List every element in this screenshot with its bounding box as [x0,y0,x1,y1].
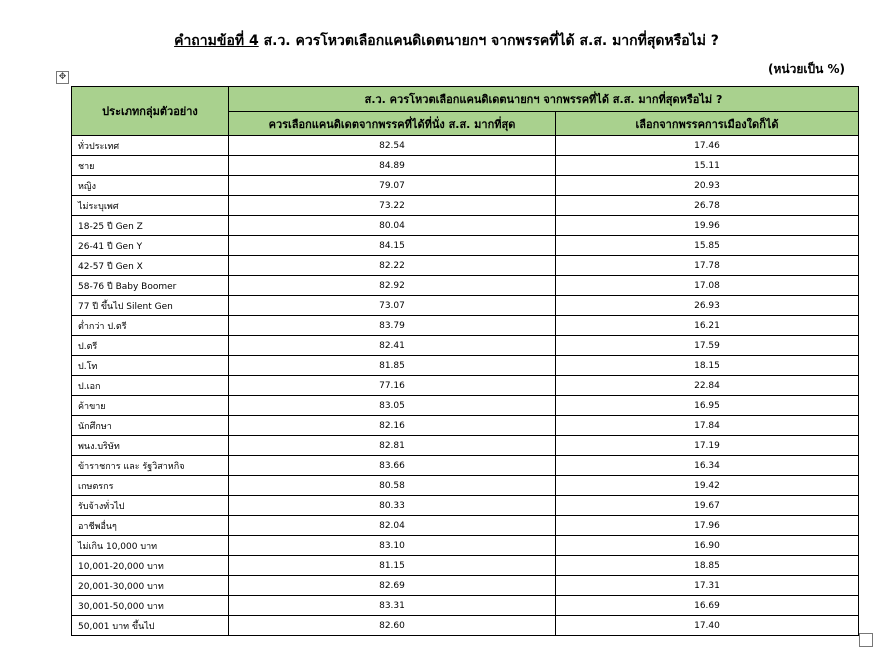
row-value-largest-party: 73.07 [229,296,556,316]
table-row [72,476,859,496]
row-value-largest-party: 82.54 [229,136,556,156]
row-category: พนง.บริษัท [72,436,229,456]
row-value-any-party: 17.84 [556,416,859,436]
row-value-any-party: 18.15 [556,356,859,376]
table-row [72,536,859,556]
row-value-largest-party: 79.07 [229,176,556,196]
row-category: ข้าราชการ และ รัฐวิสาหกิจ [72,456,229,476]
row-value-largest-party: 80.58 [229,476,556,496]
table-row [72,276,859,296]
row-category: ป.เอก [72,376,229,396]
table-row [72,336,859,356]
row-value-any-party: 17.40 [556,616,859,636]
row-value-largest-party: 83.79 [229,316,556,336]
row-value-largest-party: 73.22 [229,196,556,216]
table-row [72,516,859,536]
table-row [72,576,859,596]
document-title [0,30,893,52]
row-category: ไม่ระบุเพศ [72,196,229,216]
row-value-any-party: 16.95 [556,396,859,416]
table-row [72,136,859,156]
row-category: 30,001-50,000 บาท [72,596,229,616]
table-row [72,356,859,376]
row-value-largest-party: 82.60 [229,616,556,636]
row-category: 18-25 ปี Gen Z [72,216,229,236]
row-value-any-party: 15.11 [556,156,859,176]
row-category: 26-41 ปี Gen Y [72,236,229,256]
row-category: 10,001-20,000 บาท [72,556,229,576]
row-value-any-party: 15.85 [556,236,859,256]
row-category: ไม่เกิน 10,000 บาท [72,536,229,556]
row-value-any-party: 16.34 [556,456,859,476]
row-category: เกษตรกร [72,476,229,496]
row-value-largest-party: 82.41 [229,336,556,356]
row-value-any-party: 18.85 [556,556,859,576]
table-row [72,216,859,236]
results-table [71,86,859,636]
row-value-any-party: 19.67 [556,496,859,516]
table-row [72,316,859,336]
row-value-largest-party: 83.05 [229,396,556,416]
table-row [72,416,859,436]
row-value-any-party: 17.08 [556,276,859,296]
row-value-largest-party: 83.10 [229,536,556,556]
row-category: 20,001-30,000 บาท [72,576,229,596]
row-category: ต่ำกว่า ป.ตรี [72,316,229,336]
row-value-any-party: 17.31 [556,576,859,596]
row-value-largest-party: 84.89 [229,156,556,176]
row-value-any-party: 22.84 [556,376,859,396]
row-value-largest-party: 84.15 [229,236,556,256]
row-value-any-party: 17.59 [556,336,859,356]
row-category: รับจ้างทั่วไป [72,496,229,516]
row-value-largest-party: 80.04 [229,216,556,236]
row-value-any-party: 16.69 [556,596,859,616]
row-category: 77 ปี ขึ้นไป Silent Gen [72,296,229,316]
table-row [72,256,859,276]
row-category: ค้าขาย [72,396,229,416]
table-resize-handle-icon[interactable] [859,633,873,647]
row-value-largest-party: 82.69 [229,576,556,596]
header-col-largest-party: ควรเลือกแคนดิเดตจากพรรคที่ได้ที่นั่ง ส.ส. มากที่สุด [229,112,556,136]
row-value-any-party: 26.78 [556,196,859,216]
row-value-largest-party: 82.04 [229,516,556,536]
row-category: ป.ตรี [72,336,229,356]
row-category: 58-76 ปี Baby Boomer [72,276,229,296]
row-value-any-party: 17.78 [556,256,859,276]
table-row [72,616,859,636]
row-category: อาชีพอื่นๆ [72,516,229,536]
row-value-any-party: 19.42 [556,476,859,496]
row-category: นักศึกษา [72,416,229,436]
row-value-largest-party: 82.16 [229,416,556,436]
row-value-largest-party: 80.33 [229,496,556,516]
title-question-number: คำถามข้อที่ 4 [174,33,259,49]
table-row [72,436,859,456]
row-category: ป.โท [72,356,229,376]
row-value-any-party: 26.93 [556,296,859,316]
table-row [72,196,859,216]
unit-note: (หน่วยเป็น %) [768,62,845,76]
row-value-any-party: 17.46 [556,136,859,156]
title-question-text: ส.ว. ควรโหวตเลือกแคนดิเดตนายกฯ จากพรรคที่ได้ ส.ส. มากที่สุดหรือไม่ ? [258,33,719,49]
row-value-largest-party: 82.22 [229,256,556,276]
row-category: 42-57 ปี Gen X [72,256,229,276]
row-value-largest-party: 83.31 [229,596,556,616]
row-value-any-party: 20.93 [556,176,859,196]
row-value-largest-party: 83.66 [229,456,556,476]
table-row [72,376,859,396]
header-col-any-party: เลือกจากพรรคการเมืองใดก็ได้ [556,112,859,136]
row-category: ชาย [72,156,229,176]
table-row [72,456,859,476]
row-value-largest-party: 81.15 [229,556,556,576]
table-row [72,156,859,176]
header-question: ส.ว. ควรโหวตเลือกแคนดิเดตนายกฯ จากพรรคที่ได้ ส.ส. มากที่สุดหรือไม่ ? [229,87,859,112]
table-row [72,296,859,316]
table-row [72,596,859,616]
table-row [72,236,859,256]
table-row [72,496,859,516]
table-row [72,176,859,196]
row-value-largest-party: 82.92 [229,276,556,296]
row-category: 50,001 บาท ขึ้นไป [72,616,229,636]
row-value-largest-party: 81.85 [229,356,556,376]
row-value-any-party: 16.90 [556,536,859,556]
row-value-any-party: 19.96 [556,216,859,236]
row-value-any-party: 16.21 [556,316,859,336]
row-value-largest-party: 82.81 [229,436,556,456]
table-row [72,556,859,576]
table-row [72,396,859,416]
row-category: ทั่วประเทศ [72,136,229,156]
table-move-handle-icon[interactable]: ✥ [56,71,69,84]
header-category: ประเภทกลุ่มตัวอย่าง [72,87,229,136]
row-category: หญิง [72,176,229,196]
row-value-any-party: 17.19 [556,436,859,456]
row-value-any-party: 17.96 [556,516,859,536]
row-value-largest-party: 77.16 [229,376,556,396]
